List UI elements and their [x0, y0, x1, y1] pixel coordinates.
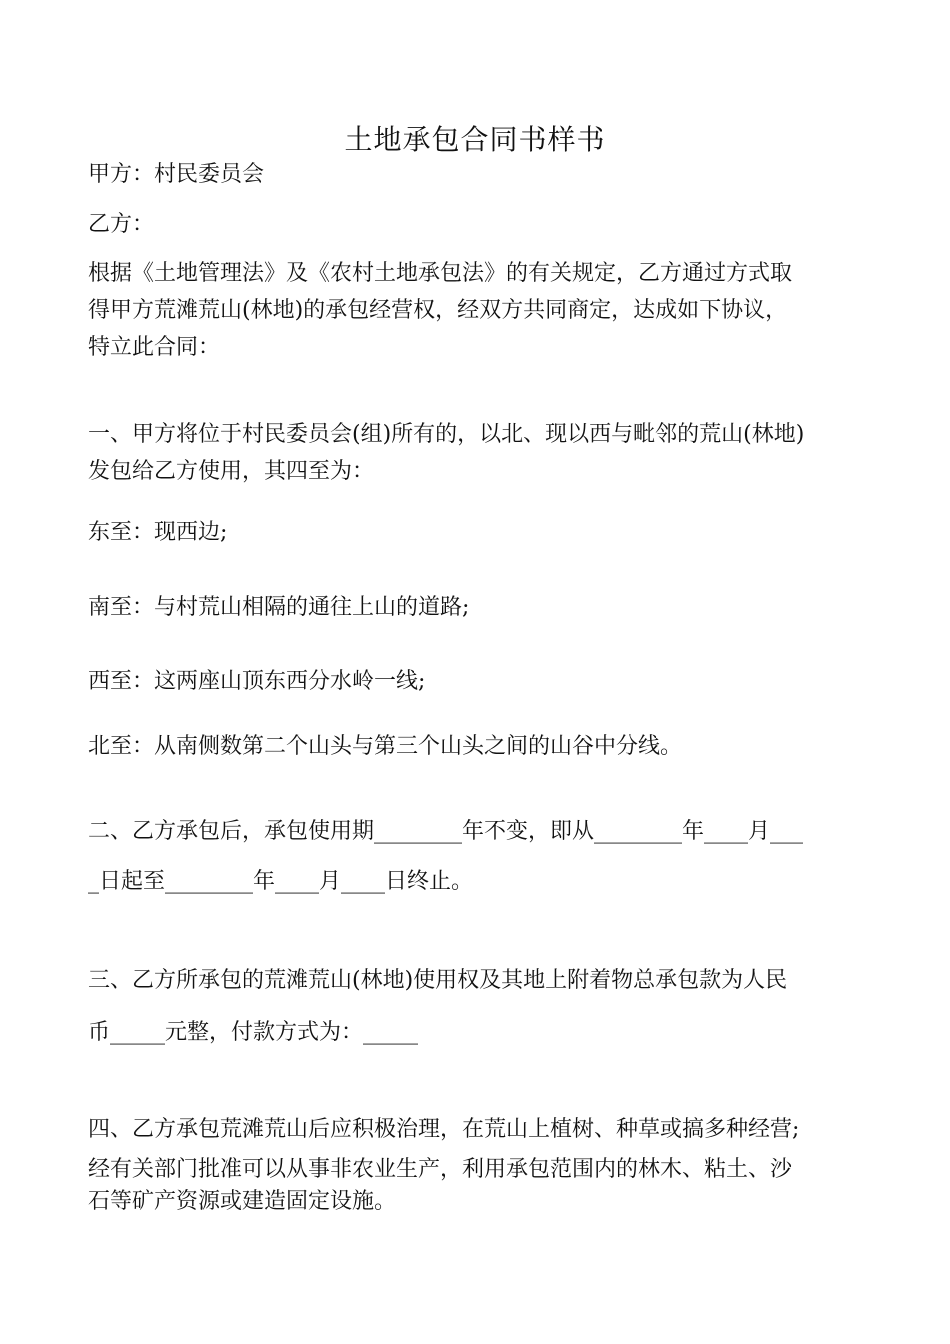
clause-2-line-1: 二、乙方承包后，承包使用期________年不变，即从________年____月___ [88, 819, 804, 844]
clause-4-line-2: 经有关部门批准可以从事非农业生产，利用承包范围内的林木、粘土、沙 [88, 1157, 793, 1182]
party-a: 甲方：村民委员会 [88, 162, 265, 187]
party-b: 乙方： [88, 212, 155, 237]
document-title: 土地承包合同书样书 [344, 123, 606, 156]
clause-4-line-1: 四、乙方承包荒滩荒山后应积极治理，在荒山上植树、种草或搞多种经营; [88, 1117, 800, 1142]
clause-3-line-1: 三、乙方所承包的荒滩荒山(林地)使用权及其地上附着物总承包款为人民 [88, 968, 788, 993]
boundary-south: 南至：与村荒山相隔的通往上山的道路; [88, 595, 470, 620]
clause-4-line-3: 石等矿产资源或建造固定设施。 [88, 1189, 397, 1214]
clause-3-line-2: 币_____元整，付款方式为：_____ [88, 1020, 419, 1045]
boundary-west: 西至：这两座山顶东西分水岭一线; [88, 669, 426, 694]
preamble-line-3: 特立此合同： [88, 335, 221, 360]
preamble-line-2: 得甲方荒滩荒山(林地)的承包经营权，经双方共同商定，达成如下协议， [88, 298, 788, 323]
boundary-north: 北至：从南侧数第二个山头与第三个山头之间的山谷中分线。 [88, 734, 683, 759]
clause-1-line-2: 发包给乙方使用，其四至为： [88, 459, 375, 484]
clause-2-line-2: _日起至________年____月____日终止。 [88, 869, 474, 894]
boundary-east: 东至：现西边; [88, 520, 228, 545]
clause-1-line-1: 一、甲方将位于村民委员会(组)所有的，以北、现以西与毗邻的荒山(林地) [88, 422, 805, 447]
preamble-line-1: 根据《土地管理法》及《农村土地承包法》的有关规定，乙方通过方式取 [88, 261, 793, 286]
